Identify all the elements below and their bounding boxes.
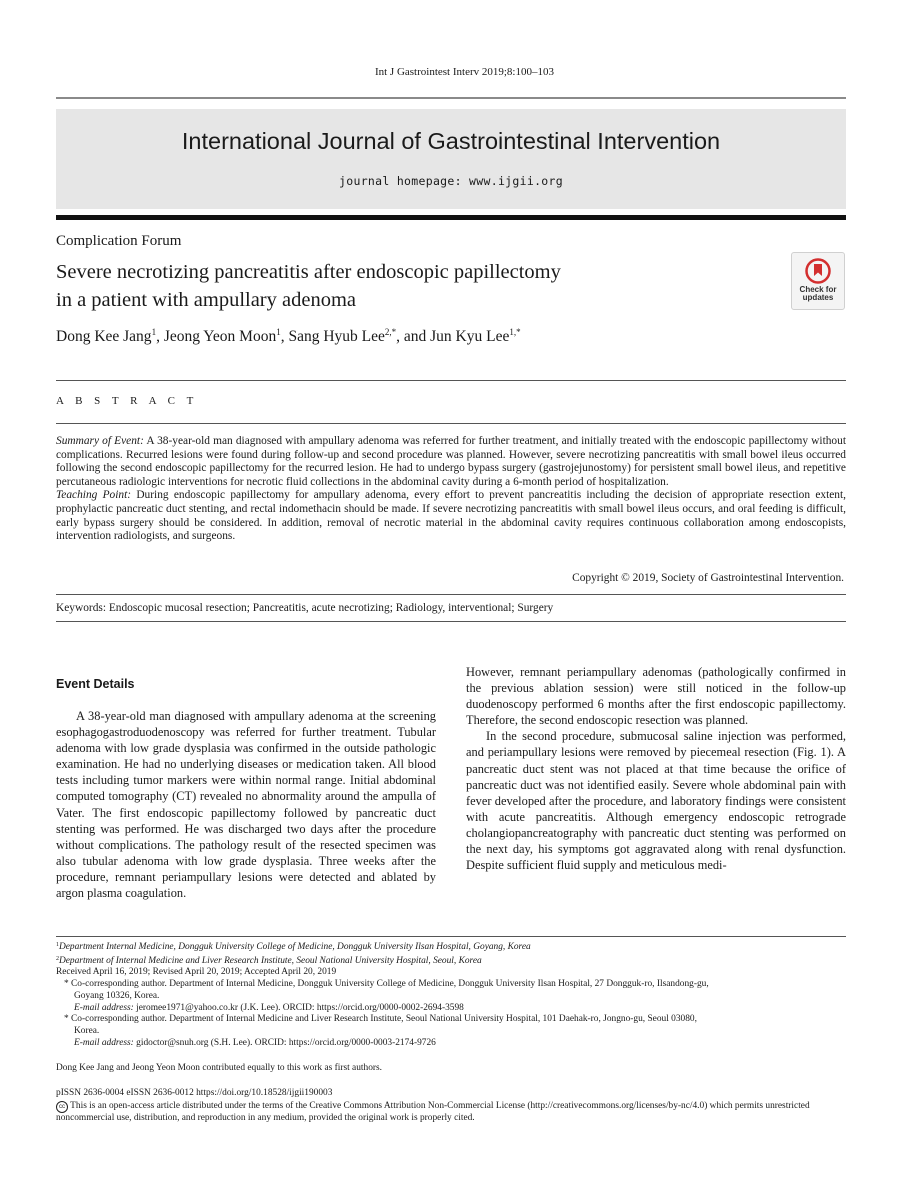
teaching-text: During endoscopic papillectomy for ampullary adenoma, every effort to prevent pancreatitis including the decision of appropriate resection extent, prophylactic pancreatic duct stenting, and rectal indomethacin should be made. If severe necrotizing pancreatitis with small bowel ileus occurs, and oral feeding is difficult, early bypass surgery should be considered. In addition, removal of necrotic material in the abdominal cavity requires continuous collaboration among endoscopists, intervention radiologists, and surgeons. <box>56 489 846 543</box>
issn-doi[interactable]: pISSN 2636-0004 eISSN 2636-0012 https://doi.org/10.18528/ijgii190003 <box>56 1088 333 1098</box>
article-category: Complication Forum <box>56 233 182 249</box>
affiliation-text: Department of Internal Medicine and Liver Research Institute, Seoul National University Hospital, Seoul, Korea <box>59 955 482 966</box>
author-list <box>56 327 521 346</box>
teaching-label: Teaching Point: <box>56 489 132 502</box>
author-name: Jun Kyu Lee <box>430 328 510 345</box>
abstract-heading: A B S T R A C T <box>56 395 198 407</box>
corresponding-author-2-cont: Korea. <box>74 1025 100 1036</box>
email-2[interactable] <box>56 1038 846 1050</box>
check-for-updates-badge[interactable] <box>791 252 845 310</box>
email-text[interactable]: gidoctor@snuh.org (S.H. Lee). ORCID: https://orcid.org/0000-0003-2174-9726 <box>133 1037 436 1048</box>
running-head: Int J Gastrointest Interv 2019;8:100–103 <box>374 66 554 78</box>
banner-rule <box>56 215 846 220</box>
email-text[interactable]: jeromee1971@yahoo.co.kr (J.K. Lee). ORCID: https://orcid.org/0000-0002-2694-3598 <box>133 1002 464 1013</box>
journal-banner <box>56 109 846 209</box>
author-affiliation: 1 <box>151 327 157 337</box>
title-line-2: in a patient with ampullary adenoma <box>56 289 357 311</box>
author-name: Dong Kee Jang <box>56 328 152 345</box>
body-left-column <box>56 708 436 901</box>
corresponding-author-1-cont: Goyang 10326, Korea. <box>74 990 160 1001</box>
affiliation-2 <box>56 954 846 968</box>
section-heading: Event Details <box>56 677 135 691</box>
author-name: Sang Hyub Lee <box>288 328 385 345</box>
footnotes <box>56 940 846 1049</box>
received-dates: Received April 16, 2019; Revised April 20, 2019; Accepted April 20, 2019 <box>56 967 337 978</box>
author-affiliation: 1 <box>276 327 281 337</box>
author-separator: , <box>156 328 164 345</box>
journal-homepage[interactable]: journal homepage: www.ijgii.org <box>339 174 563 188</box>
license-note <box>56 1101 846 1125</box>
email-label: E-mail address: <box>74 1002 134 1013</box>
copyright-line: Copyright © 2019, Society of Gastrointestinal Intervention. <box>572 572 844 584</box>
abstract-top-rule <box>56 380 846 381</box>
footnote-rule <box>56 936 846 937</box>
keywords-bottom-rule <box>56 621 846 622</box>
body-paragraph: In the second procedure, submucosal saline injection was performed, and periampullary lesions were removed by piecemeal resection (Fig. 1). A pancreatic duct stent was not placed at that time because the orifice of pancreatic duct was not identified easily. Severe whole abdominal pain with fever developed after the procedure, and laboratory findings were consistent with acute pancreatitis. Although emergency endoscopic retrograde cholangiopancreatography with pancreatic duct stenting was performed on the next day, his symptoms got aggravated along with renal dysfunction. Despite sufficient fluid supply and meticulous medi- <box>466 729 846 873</box>
badge-label <box>800 286 837 302</box>
license-text: This is an open-access article distributed under the terms of the Creative Commons Attribution Non-Commercial License (http://creativecommons.org/licenses/by-nc/4.0) which permits unrestricted noncommercial use, distribution, and reproduction in any medium, provided the original work is properly cited. <box>56 1101 810 1123</box>
abstract-summary <box>56 435 846 489</box>
affiliation-1 <box>56 940 846 954</box>
author-separator: , <box>280 328 289 345</box>
email-1[interactable] <box>56 1003 846 1015</box>
keywords-top-rule <box>56 594 846 595</box>
author-separator: , and <box>396 328 431 345</box>
badge-label-line-1: Check for <box>799 285 837 294</box>
corresponding-author-1: * Co-corresponding author. Department of Internal Medicine, Dongguk University College of Medicine, Dongguk University Ilsan Hospital, 27 Dongguk-ro, Ilsandong-gu, <box>64 979 709 990</box>
journal-name: International Journal of Gastrointestinal Intervention <box>181 128 721 154</box>
author-affiliation: 2,* <box>384 327 397 337</box>
article-title <box>56 258 696 314</box>
badge-label-line-2: updates <box>802 293 834 302</box>
body-paragraph: However, remnant periampullary adenomas (pathologically confirmed in the previous ablation session) were still noticed in the follow-up duodenoscopy performed 6 months after the first endoscopic papillectomy. Therefore, the second endoscopic resection was planned. <box>466 665 846 728</box>
affiliation-number: 2 <box>56 955 59 962</box>
corresponding-author-2: * Co-corresponding author. Department of Internal Medicine and Liver Research Institute, Seoul National University Hospital, 101 Daehak-ro, Jongno-gu, Seoul 03080, <box>64 1014 697 1025</box>
body-paragraph: A 38-year-old man diagnosed with ampullary adenoma at the screening esophagogastroduodenoscopy was referred for further treatment. Tubular adenoma with low grade dysplasia was confirmed in the outside pathologic examination. He had no underlying diseases or medication taken. All blood tests including tumor markers were within normal range. Initial abdominal computed tomography (CT) revealed no abnormality around the ampulla of Vater. The first endoscopic papillectomy followed by pancreatic duct stenting was performed. He was discharged two days after the procedure without complications. The pathology result of the resected specimen was also tubular adenoma with low grade dysplasia. Three weeks after the procedure, remnant periampullary lesions were detected and ablated by argon plasma coagulation. <box>56 709 436 901</box>
abstract-teaching-point <box>56 489 846 543</box>
summary-text: A 38-year-old man diagnosed with ampullary adenoma was referred for further treatment, and initially treated with the endoscopic papillectomy without complications. Recurred lesions were found during follow-up and second procedure was planned. However, severe necrotizing pancreatitis with small bowel ileus occurred following the second endoscopic papillectomy for the recurred lesion. He had to undergo bypass surgery (gastrojejunostomy) for persistent small bowel ileus, and repetitive percutaneous radiologic interventions for necrotic fluid collections in the abdominal cavity during a 6-month period of hospitalization. <box>56 435 846 488</box>
email-label: E-mail address: <box>74 1037 134 1048</box>
author-name: Jeong Yeon Moon <box>163 328 277 345</box>
author-affiliation: 1,* <box>509 327 521 337</box>
equal-contribution-note: Dong Kee Jang and Jeong Yeon Moon contributed equally to this work as first authors. <box>56 1063 382 1073</box>
creative-commons-icon: cc <box>56 1101 68 1113</box>
abstract-heading-rule <box>56 423 846 424</box>
affiliation-number: 1 <box>56 942 59 948</box>
affiliation-text: Department Internal Medicine, Dongguk University College of Medicine, Dongguk University Ilsan Hospital, Goyang, Korea <box>59 942 531 952</box>
abstract-body <box>56 435 846 544</box>
keywords: Keywords: Endoscopic mucosal resection; Pancreatitis, acute necrotizing; Radiology, interventional; Surgery <box>56 602 554 614</box>
body-right-column <box>466 664 846 873</box>
title-line-1: Severe necrotizing pancreatitis after endoscopic papillectomy <box>56 261 561 283</box>
summary-label: Summary of Event: <box>56 435 144 447</box>
top-rule <box>56 97 846 99</box>
bookmark-icon <box>805 258 831 284</box>
